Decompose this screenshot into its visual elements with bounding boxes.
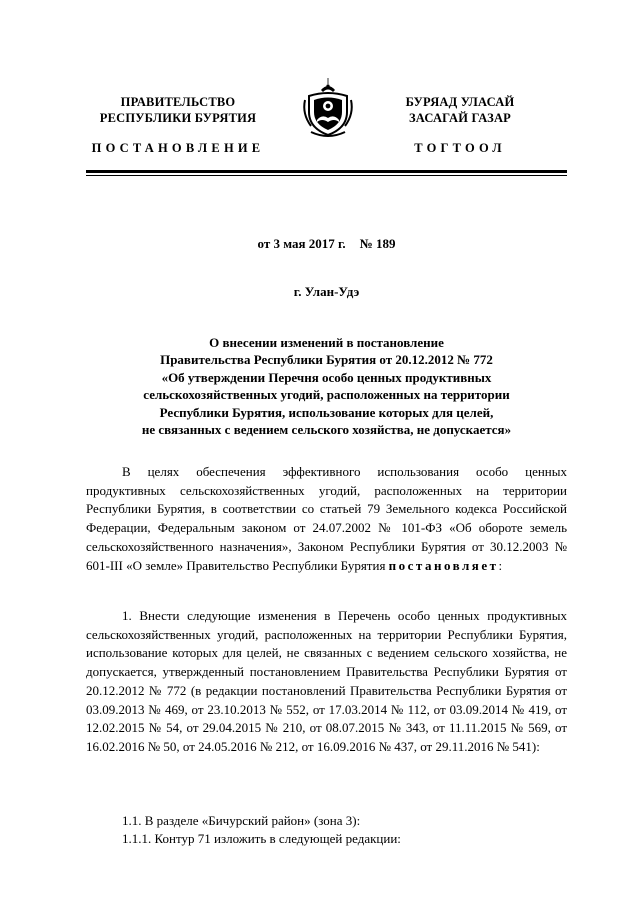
header-divider-thin (86, 175, 567, 176)
title-line: Республики Бурятия, использование которых для целей, (159, 404, 494, 420)
government-name-ru-line2: РЕСПУБЛИКИ БУРЯТИЯ (99, 111, 257, 125)
doc-type-bua: ТОГТООЛ (414, 141, 506, 155)
government-name-bua (370, 94, 550, 126)
document-title (86, 334, 567, 438)
subitem-1-1: 1.1. В разделе «Бичурский район» (зона 3): (122, 813, 361, 828)
title-line: «Об утверждении Перечня особо ценных продуктивных (161, 369, 492, 385)
government-name-ru-line1: ПРАВИТЕЛЬСТВО (120, 95, 236, 109)
subitem-1-1-1: 1.1.1. Контур 71 изложить в следующей редакции: (122, 831, 401, 846)
document-city: г. Улан-Удэ (293, 284, 360, 299)
title-line: не связанных с ведением сельского хозяйства, не допускается» (141, 422, 512, 438)
government-name-bua-line2: ЗАСАГАЙ ГАЗАР (408, 111, 512, 125)
document-date: от 3 мая 2017 г. (257, 236, 346, 251)
preamble-text: В целях обеспечения эффективного использования особо ценных продуктивных сельскохозяйственных угодий, расположенных на территории Республики Бурятия, в соответствии со статьей 79 Земельного кодекса Российской Федерации, Федеральным законом от 24.07.2002 № 101-ФЗ «Об обороте земель сельскохозяйственного назначения», Законом Республики Бурятия от 30.12.2003 № 601-III «О земле» Правительство Республики Бурятия (86, 464, 567, 573)
header-divider-thick (86, 170, 567, 173)
preamble-paragraph (86, 463, 567, 575)
government-name-ru (88, 94, 268, 126)
title-line: сельскохозяйственных угодий, расположенных на территории (143, 387, 510, 403)
title-line: О внесении изменений в постановление (209, 335, 444, 350)
title-line: Правительства Республики Бурятия от 20.12.2012 № 772 (160, 352, 493, 368)
coat-of-arms-icon (297, 78, 359, 140)
government-name-bua-line1: БУРЯАД УЛАСАЙ (405, 95, 515, 109)
document-number: № 189 (359, 236, 396, 251)
item-1-paragraph: 1. Внести следующие изменения в Перечень особо ценных продуктивных сельскохозяйственных угодий, расположенных на территории Республики Бурятия, использование которых для целей, не связанных с ведением сельского хозяйства, не допускается, утвержденный постановлением Правительства Республики Бурятия от 20.12.2012 № 772 (в редакции постановлений Правительства Республики Бурятия от 03.09.2013 № 469, от 23.10.2013 № 552, от 17.03.2014 № 112, от 03.09.2014 № 419, от 12.02.2015 № 54, от 29.04.2015 № 210, от 08.07.2015 № 343, от 11.11.2015 № 569, от 16.02.2016 № 50, от 24.05.2016 № 212, от 16.09.2016 № 437, от 29.11.2016 № 541): (86, 608, 567, 754)
document-date-number (86, 236, 567, 252)
doc-type-ru: ПОСТАНОВЛЕНИЕ (91, 141, 265, 155)
preamble-end: : (498, 557, 503, 573)
resolution-keyword: постановляет (388, 557, 499, 573)
